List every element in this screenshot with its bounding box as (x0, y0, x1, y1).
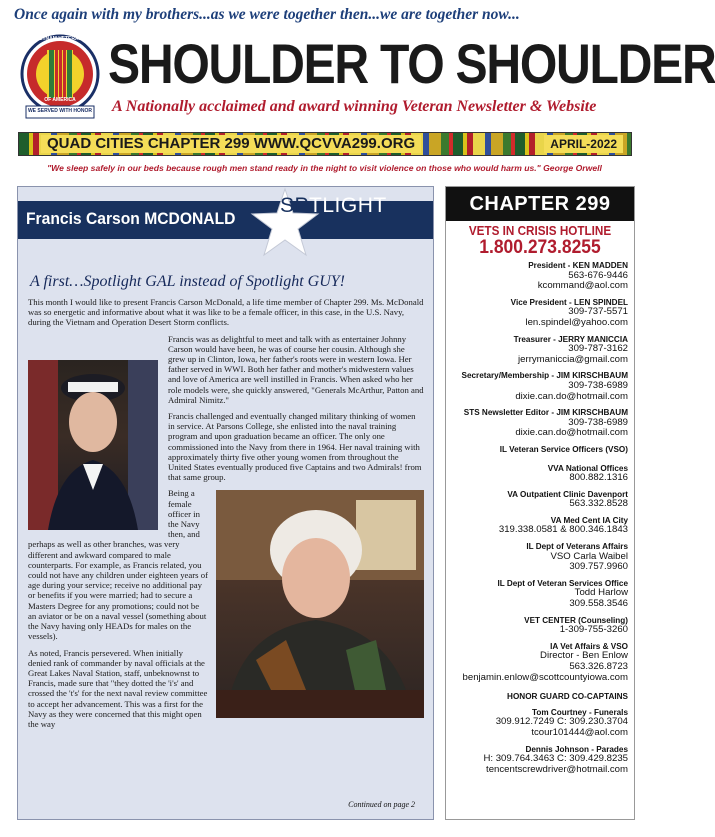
contact-detail: 309-737-5571 (568, 306, 628, 318)
article-paragraph: As noted, Francis persevered. When initially denied rank of commander by naval officials at the Great Lakes Naval Station, staff, unbeknownst to Francis, made sure that "they dotted the 'i's' and crossed the 't's' for the next naval review committee to accept her advancement. This was a first for the Navy as they were concerned that this might open the way (28, 647, 208, 729)
contact-role: VA Outpatient Clinic Davenport (507, 488, 628, 499)
contact-detail: Todd Harlow (574, 587, 628, 599)
contact-entry (450, 515, 628, 536)
contact-email[interactable]: dixie.can.do@hotmail.com (515, 427, 628, 439)
article-paragraph: This month I would like to present Francis Carson McDonald, a life time member of Chapter 299. Ms. McDonald was so energetic and informative about what it was like to be a female officer, in this case, in the U.S. Navy, during the Vietnam and Operation Desert Storm conflicts. (28, 297, 424, 328)
portrait-illustration (28, 360, 158, 530)
article-paragraph: Being a female officer in the Navy then, and perhaps as well as other branches, was very different and awkward compared to male counterparts. For example, as Francis related, you could not have any children under eighteen years of age during your service; receive no additional pay or benefits if you were married; had to secure a Masters Degree for any promotions; could not be an aviator or be on a naval vessel (something about the Navy having only HEADs for males on the vessels). (28, 488, 208, 642)
contact-detail: Director - Ben Enlow (540, 650, 628, 662)
spotlight-label (280, 194, 387, 218)
contact-entry (450, 489, 628, 510)
article-subject-name: Francis Carson MCDONALD (26, 209, 236, 228)
contact-email[interactable]: dixie.can.do@hotmail.com (515, 390, 628, 402)
contact-entry (450, 444, 628, 455)
article-paragraph: Francis challenged and eventually changed military thinking of women in service. At Parsons College, she enlisted into the naval training program and upon graduation became an officer. The only one commissioned into the Navy from there in 1964. Her naval training with approximately thirty five other young women from throughout the United States eventually produced five Captains and two Admirals! from that same group. (168, 411, 422, 483)
contact-email[interactable]: tencentscrewdriver@hotmail.com (486, 763, 628, 775)
contact-entry (450, 691, 628, 702)
spotlight-article (17, 186, 434, 820)
subhead: A Nationally acclaimed and award winning Veteran Newsletter & Website (112, 98, 597, 115)
orwell-quote: "We sleep safely in our beds because rough men stand ready in the night to visit violence on those who would harm us." George Orwell (47, 163, 602, 173)
contact-list (446, 257, 634, 775)
contact-entry (450, 297, 628, 329)
article-paragraph: Francis was as delightful to meet and talk with as entertainer Johnny Carson would have been, he was of course her cousin. Although she grew up in Clinton, Iowa, her father's roots were in western Iowa. Her father served in WWI. Both her father and mother's midwestern values and love of America are well instilled in Francis. When asked who her role models were, she quickly answered, "Generals McArthur, Patton and Admiral Nimitz." (168, 333, 424, 405)
contact-role: Dennis Johnson - Parades (525, 743, 628, 754)
article-headline: A first…Spotlight GAL instead of Spotlight GUY! (30, 273, 345, 290)
contact-detail: 563.326.8723 (569, 661, 628, 672)
contact-detail: 1-309-755-3260 (559, 624, 628, 636)
contact-role: VET CENTER (Counseling) (524, 614, 628, 625)
contact-entry (450, 260, 628, 292)
contact-role: Vice President - LEN SPINDEL (510, 296, 628, 307)
contact-detail: 319.338.0581 & 800.346.1843 (498, 524, 628, 536)
contact-email[interactable]: tcour101444@aol.com (531, 726, 628, 738)
chapter-website[interactable]: QUAD CITIES CHAPTER 299 WWW.QCVVA299.ORG (41, 135, 421, 153)
contact-detail: 309.912.7249 C: 309.230.3704 (495, 716, 628, 728)
logo-top-text: VIETNAM VETERANS (34, 36, 86, 42)
contact-role: HONOR GUARD CO-CAPTAINS (507, 691, 628, 702)
contact-email[interactable]: len.spindel@yahoo.com (525, 316, 628, 328)
contact-role: Secretary/Membership - JIM KIRSCHBAUM (461, 370, 628, 381)
contact-entry (450, 407, 628, 439)
contact-entry (450, 370, 628, 402)
article-body (28, 297, 424, 735)
logo-banner-text: WE SERVED WITH HONOR (27, 108, 93, 114)
contact-role: STS Newsletter Editor - JIM KIRSCHBAUM (463, 407, 628, 418)
contact-entry (450, 541, 628, 573)
contact-detail: 309-738-6989 (568, 379, 628, 391)
spotlight-sp: SP (280, 194, 310, 217)
contact-entry (450, 578, 628, 610)
continued-link[interactable]: Continued on page 2 (348, 800, 415, 809)
logo-bottom-text: OF AMERICA (44, 97, 76, 103)
contact-detail: 563.332.8528 (569, 498, 628, 510)
contact-entry (450, 615, 628, 636)
navy-uniform-portrait-photo (28, 360, 158, 530)
contact-entry (450, 707, 628, 739)
contact-role: IL Veteran Service Officers (VSO) (499, 443, 628, 454)
issue-date: APRIL-2022 (544, 135, 623, 153)
contact-detail: 309.757.9960 (569, 561, 628, 573)
contact-detail: 309-787-3162 (568, 343, 628, 355)
contact-email[interactable]: jerrymaniccia@gmail.com (518, 353, 628, 365)
contact-role: IA Vet Affairs & VSO (550, 640, 628, 651)
contact-entry (450, 744, 628, 776)
service-ribbon-banner (18, 132, 632, 156)
contact-detail: 563-676-9446 (568, 269, 628, 281)
contact-detail: 800.882.1316 (569, 472, 628, 484)
contact-role: VVA National Offices (547, 462, 628, 473)
contact-detail: 309-738-6989 (568, 416, 628, 428)
contact-role: President - KEN MADDEN (528, 260, 628, 270)
contact-detail: 309.558.3546 (569, 598, 628, 610)
contact-role: IL Dept of Veteran Services Office (497, 577, 628, 588)
tagline: Once again with my brothers...as we were together then...we are together now... (14, 6, 520, 23)
portrait-illustration (216, 490, 424, 718)
contact-detail: H: 309.764.3463 C: 309.429.8235 (483, 753, 628, 765)
contact-entry (450, 334, 628, 366)
contact-email[interactable]: kcommand@aol.com (537, 280, 628, 292)
contact-detail: VSO Carla Waibel (550, 550, 628, 562)
contact-entry (450, 463, 628, 484)
contact-entry (450, 641, 628, 683)
masthead-title: SHOULDER TO SHOULDER (108, 32, 715, 95)
current-portrait-photo (216, 490, 424, 718)
spotlight-rest: TLIGHT (309, 194, 387, 217)
chapter-sidebar (445, 186, 635, 820)
contact-email[interactable]: benjamin.enlow@scottcountyiowa.com (462, 671, 628, 683)
chapter-heading: CHAPTER 299 (446, 187, 634, 221)
contact-role: Treasurer - JERRY MANICCIA (513, 333, 628, 344)
contact-role: IL Dept of Veterans Affairs (526, 541, 628, 552)
contact-role: VA Med Cent IA City (550, 514, 628, 525)
hotline-number[interactable]: 1.800.273.8255 (479, 237, 601, 258)
hotline-label: VETS IN CRISIS HOTLINE (468, 223, 612, 238)
contact-role: Tom Courtney - Funerals (531, 706, 628, 717)
